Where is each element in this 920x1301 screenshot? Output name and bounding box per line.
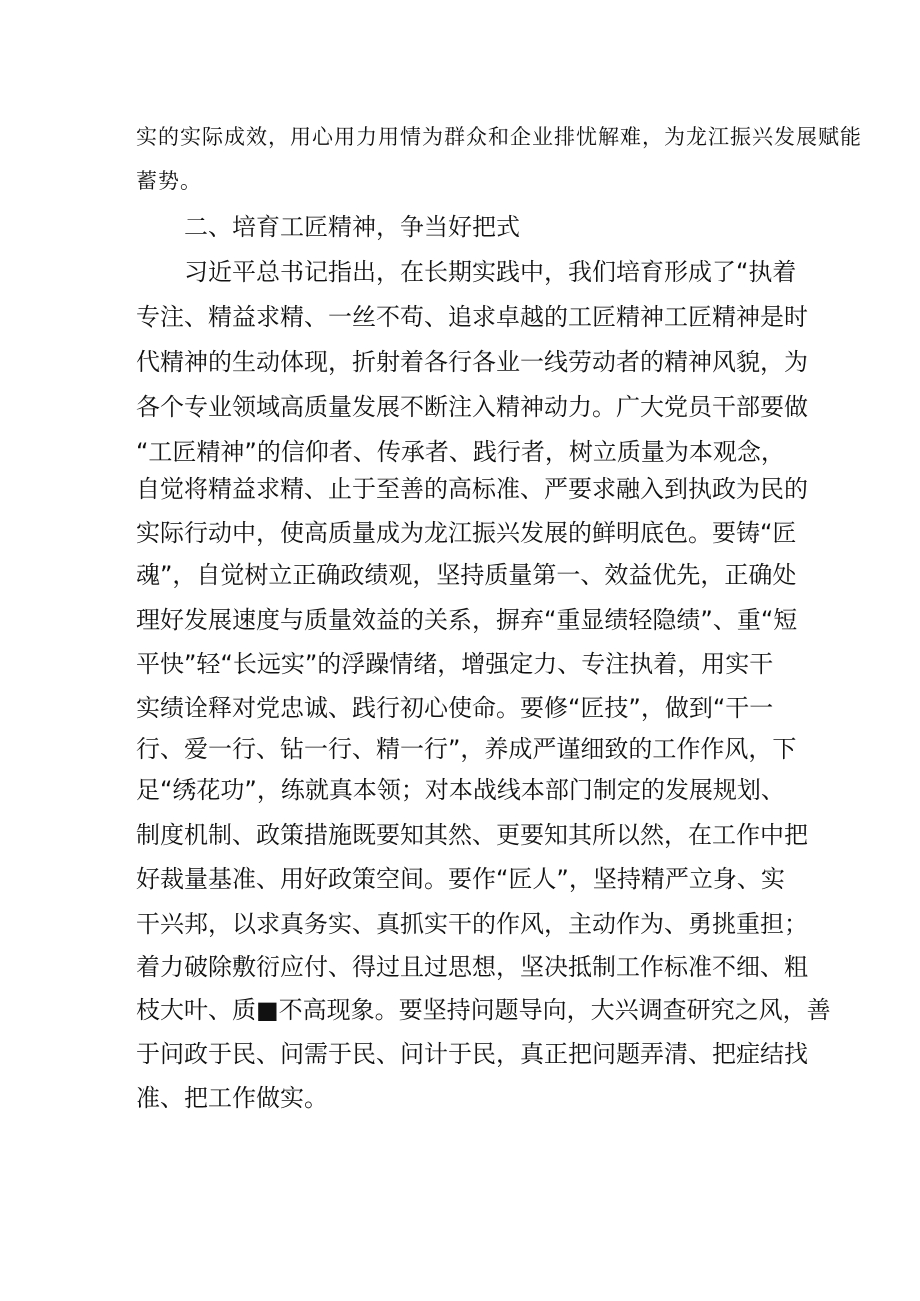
paragraph-line: 平快”轻“长远实”的浮躁情绪，增强定力、专注执着，用实干 [136, 650, 774, 678]
paragraph-line: 理好发展速度与质量效益的关系，摒弃“重显绩轻隐绩”、重“短 [136, 606, 798, 634]
paragraph-line: 于问政于民、问需于民、问计于民，真正把问题弄清、把症结找 [136, 1040, 808, 1068]
previous-paragraph-line-1: 实的实际成效，用心用力用情为群众和企业排忧解难，为龙江振兴发展赋能 [136, 125, 862, 149]
previous-paragraph-line-2: 蓄势。 [136, 169, 202, 193]
paragraph-line: 习近平总书记指出，在长期实践中，我们培育形成了“执着 [184, 258, 797, 286]
paragraph-line: 各个专业领域高质量发展不断注入精神动力。广大党员干部要做 [136, 393, 808, 421]
paragraph-line: 枝大叶、质■不高现象。要坚持问题导向，大兴调查研究之风，善 [136, 996, 831, 1024]
paragraph-line: 制度机制、政策措施既要知其然、更要知其所以然，在工作中把 [136, 821, 808, 849]
paragraph-line: 足“绣花功”，练就真本领；对本战线本部门制定的发展规划、 [136, 776, 785, 804]
paragraph-line: 行、爱一行、钻一行、精一行”，养成严谨细致的工作作风，下 [136, 735, 797, 763]
paragraph-line: 着力破除敷衍应付、得过且过思想，坚决抵制工作标准不细、粗 [136, 953, 808, 981]
paragraph-line: 实际行动中，使高质量成为龙江振兴发展的鲜明底色。要铸“匠 [136, 519, 797, 547]
section-heading: 二、培育工匠精神，争当好把式 [184, 213, 520, 241]
paragraph-line: “工匠精神”的信仰者、传承者、践行者，树立质量为本观念， [136, 438, 785, 466]
paragraph-line: 自觉将精益求精、止于至善的高标准、严要求融入到执政为民的 [136, 475, 808, 503]
paragraph-line: 好裁量基准、用好政策空间。要作“匠人”，坚持精严立身、实 [136, 865, 785, 893]
paragraph-line: 准、把工作做实。 [136, 1084, 328, 1112]
paragraph-line: 魂”，自觉树立正确政绩观，坚持质量第一、效益优先，正确处 [136, 561, 797, 589]
paragraph-line: 干兴邦，以求真务实、真抓实干的作风，主动作为、勇挑重担； [136, 910, 808, 938]
paragraph-line: 专注、精益求精、一丝不苟、追求卓越的工匠精神工匠精神是时 [136, 303, 808, 331]
paragraph-line: 实绩诠释对党忠诚、践行初心使命。要修“匠技”，做到“干一 [136, 694, 774, 722]
paragraph-line: 代精神的生动体现，折射着各行各业一线劳动者的精神风貌，为 [136, 348, 808, 376]
